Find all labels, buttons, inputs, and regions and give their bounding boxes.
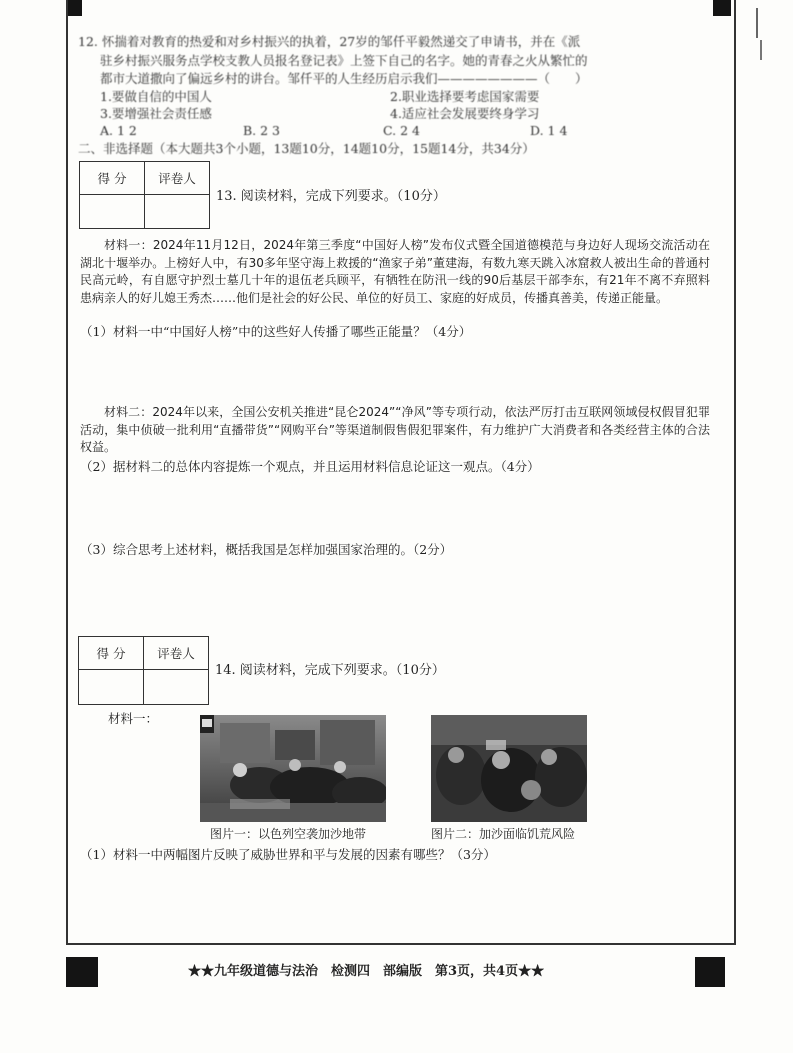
grader-field[interactable] [144,670,209,705]
q12-option-2: 2.职业选择要考虑国家需要 [390,89,540,104]
score-box-q14 [78,636,209,705]
q12-option-3: 3.要增强社会责任感 [100,106,212,121]
q13-sub3: （3）综合思考上述材料，概括我国是怎样加强国家治理的。（2分） [80,542,453,557]
grader-header: 评卷人 [144,637,209,670]
photo-famine [431,715,587,822]
q14-title: 14. 阅读材料，完成下列要求。（10分） [215,663,445,678]
answer-area-q13-3[interactable] [80,560,710,630]
q12-choice-d: D. 1 4 [530,123,568,138]
answer-area-q13-1[interactable] [80,342,710,402]
page-footer: ★★九年级道德与法治 检测四 部编版 第3页，共4页★★ [188,964,545,979]
q12-stem-line3: 都市大道撒向了偏远乡村的讲台。邹仟平的人生经历启示我们————————（ ） [100,71,588,86]
photo-airstrike [200,715,386,822]
q13-material2: 材料二：2024年以来，全国公安机关推进“昆仑2024”“净风”等专项行动，依法严厉打击互联网领域侵权假冒犯罪活动，集中侦破一批利用“直播带货”“网购平台”等渠道制假售假犯罪案件，有力维护广大消费者和各类经营主体的合法权益。 [80,405,710,454]
q12-choice-b: B. 2 3 [243,123,281,138]
grader-header: 评卷人 [145,162,210,195]
photo2-caption: 图片二：加沙面临饥荒风险 [431,827,576,841]
registration-mark-bottom-right [695,957,725,987]
q12-option-4: 4.适应社会发展要终身学习 [390,106,540,121]
answer-area-q14-1[interactable] [80,866,710,936]
grader-field[interactable] [145,195,210,229]
q13-sub2: （2）据材料二的总体内容提炼一个观点，并且运用材料信息论证这一观点。（4分） [80,459,540,474]
q14-material1-label: 材料一： [108,711,159,726]
score-box-q13 [79,161,210,229]
score-header: 得 分 [80,162,145,195]
photo1-caption: 图片一：以色列空袭加沙地带 [210,827,367,841]
q12-stem-line2: 驻乡村振兴服务点学校支教人员报名登记表》上签下自己的名字。她的青春之火从繁忙的 [100,53,588,68]
q13-sub1: （1）材料一中“中国好人榜”中的这些好人传播了哪些正能量？（4分） [80,324,472,339]
score-field[interactable] [80,195,145,229]
scan-edge-mark [760,40,770,60]
scan-edge-mark [756,8,765,38]
q13-material1: 材料一：2024年11月12日，2024年第三季度“中国好人榜”发布仪式暨全国道德模范与身边好人现场交流活动在湖北十堰举办。上榜好人中，有30多年坚守海上救援的“渔家子弟”董建海，有数九寒天跳入冰窟救人被出生命的普通村民高元岭，有自愿守护烈士墓几十年的退伍老兵顾平，有牺牲在防汛一线的90后基层干部李东，有21年不离不弃照料患病亲人的好儿媳王秀杰……他们是社会的好公民、单位的好员工、家庭的好成员，传播真善美，传递正能量。 [80,238,710,305]
q14-sub1: （1）材料一中两幅图片反映了威胁世界和平与发展的因素有哪些？（3分） [80,847,496,862]
score-field[interactable] [79,670,144,705]
q12-choice-a: A. 1 2 [100,123,137,138]
q12-stem-line1: 12. 怀揣着对教育的热爱和对乡村振兴的执着，27岁的邹仟平毅然递交了申请书，并在《派 [78,34,581,49]
registration-mark-bottom-left [66,957,98,987]
q12-choice-c: C. 2 4 [383,123,420,138]
section-title: 二、非选择题（本大题共3个小题，13题10分，14题10分，15题14分，共34分） [78,141,535,156]
q13-title: 13. 阅读材料，完成下列要求。（10分） [216,189,446,204]
answer-area-q13-2[interactable] [80,478,710,538]
score-header: 得 分 [79,637,144,670]
q12-option-1: 1.要做自信的中国人 [100,89,212,104]
